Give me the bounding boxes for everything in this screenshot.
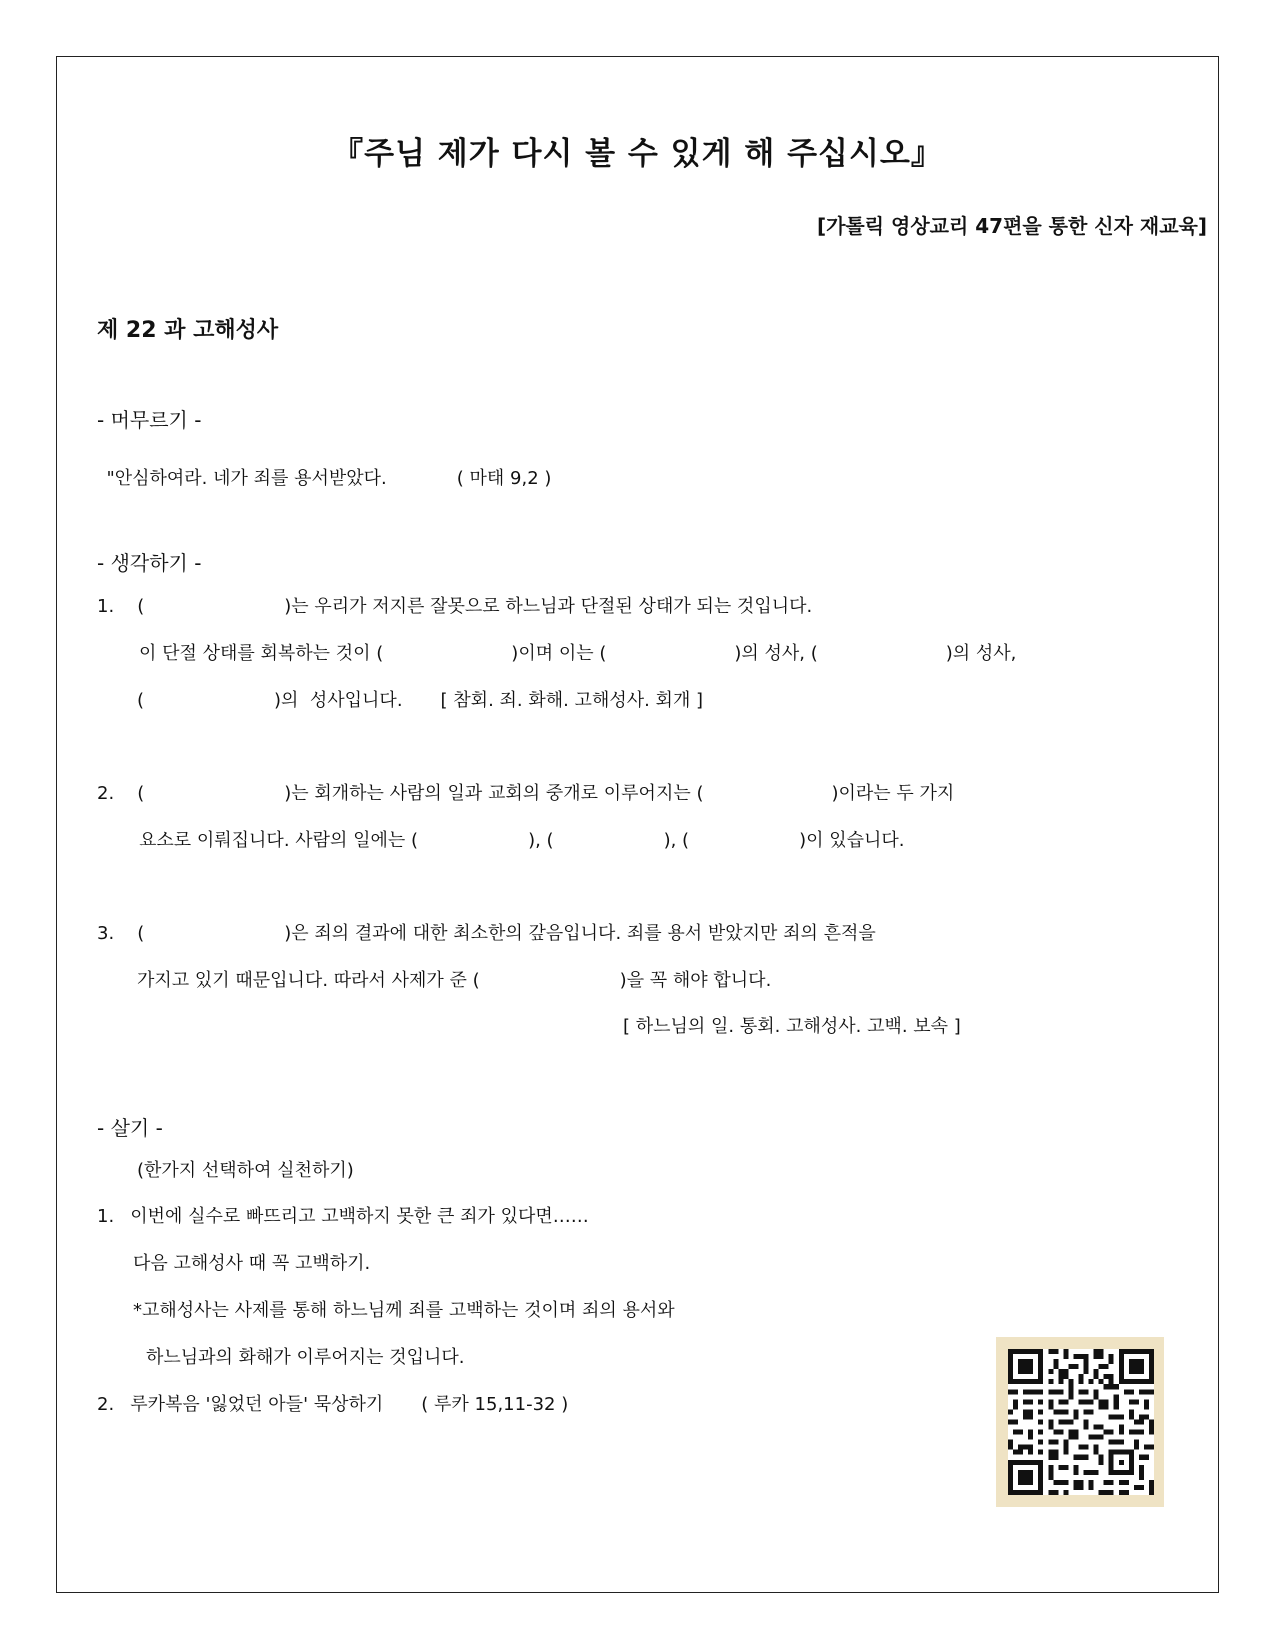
think-heading: - 생각하기 - (97, 551, 202, 575)
page-title: 『주님 제가 다시 볼 수 있게 해 주십시오』 (332, 136, 943, 172)
item-number: 1. (97, 1206, 115, 1227)
live-item-2: 2. 루카복음 '잃었던 아들' 묵상하기 ( 루카 15,11-32 ) (97, 1394, 569, 1415)
meditate-quote (95, 452, 551, 488)
live-instruction: (한가지 선택하여 실천하기) (137, 1160, 354, 1181)
question-3-hint: [ 하느님의 일. 통회. 고해성사. 고백. 보속 ] (623, 1016, 961, 1037)
question-number: 2. (97, 783, 115, 804)
question-1-hint: [ 참회. 죄. 화해. 고해성사. 회개 ] (440, 690, 704, 711)
question-3-line-2: 가지고 있기 때문입니다. 따라서 사제가 준 ( )을 꼭 해야 합니다. (137, 970, 772, 991)
meditate-reference: ( 마태 9,2 ) (456, 468, 552, 489)
meditate-quote-text: "안심하여라. 네가 죄를 용서받았다. (106, 468, 387, 489)
live-item-1-note-1: *고해성사는 사제를 통해 하느님께 죄를 고백하는 것이며 죄의 용서와 (133, 1300, 675, 1321)
live-heading: - 살기 - (97, 1116, 163, 1140)
question-3-line-1: 3. ( )은 죄의 결과에 대한 최소한의 갚음입니다. 죄를 용서 받았지만 죄의 흔적을 (97, 923, 876, 944)
qr-code-icon (1008, 1347, 1154, 1497)
lesson-title: 제 22 과 고해성사 (97, 318, 279, 343)
question-number: 3. (97, 923, 115, 944)
question-1-line-2: 이 단절 상태를 회복하는 것이 ( )이며 이는 ( )의 성사, ( )의 성사, (139, 643, 1017, 664)
item-number: 2. (97, 1394, 115, 1415)
live-item-2-reference: ( 루카 15,11-32 ) (421, 1394, 569, 1415)
meditate-heading: - 머무르기 - (97, 408, 202, 432)
live-item-1-line-2: 다음 고해성사 때 꼭 고백하기. (133, 1253, 371, 1274)
question-1-line-3: ( )의 성사입니다. [ 참회. 죄. 화해. 고해성사. 회개 ] (137, 690, 704, 711)
live-item-1-line-1: 1. 이번에 실수로 빠뜨리고 고백하지 못한 큰 죄가 있다면…… (97, 1206, 589, 1227)
question-2-line-1: 2. ( )는 회개하는 사람의 일과 교회의 중개로 이루어지는 ( )이라는 두 가지 (97, 783, 955, 804)
qr-code-frame (996, 1337, 1164, 1507)
question-number: 1. (97, 596, 115, 617)
question-1-line-1: 1. ( )는 우리가 저지른 잘못으로 하느님과 단절된 상태가 되는 것입니다. (97, 596, 813, 617)
page-subtitle: [가톨릭 영상교리 47편을 통한 신자 재교육] (816, 214, 1207, 238)
question-2-line-2: 요소로 이뤄집니다. 사람의 일에는 ( ), ( ), ( )이 있습니다. (139, 830, 905, 851)
live-item-1-note-2: 하느님과의 화해가 이루어지는 것입니다. (146, 1347, 465, 1368)
